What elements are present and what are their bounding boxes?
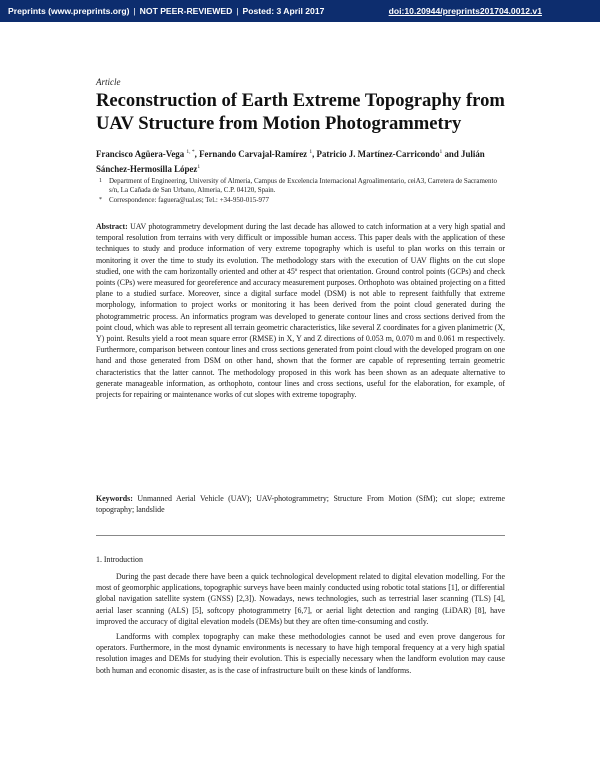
affiliations <box>96 177 504 205</box>
correspondence-mark: * <box>99 196 102 203</box>
author-separator: and <box>442 148 462 159</box>
author-list <box>96 146 500 175</box>
section-heading-introduction: 1. Introduction <box>96 555 143 564</box>
section-divider <box>96 535 505 536</box>
paragraph: During the past decade there have been a quick technological development related to digital elevation modelling. For the most of geomorphic applications, topographic surveys have been mainly conducted using robotic total stations [1], or differential global navigation satellite system (GNSS) [2,3]). Nowadays, news technologies, such as terrestrial laser scanning (TLS) [4], aerial laser scanning (ALS) [5], softcopy photogrammetry [6,7], or aerial light detection and ranging (LiDAR) [8], have improved the accuracy of digital elevation models (DEMs) but they are often time-consuming and costly. <box>96 572 505 626</box>
author-separator: , <box>312 148 317 159</box>
doi-link[interactable]: doi:10.20944/preprints201704.0012.v1 <box>388 6 542 16</box>
abstract-label: Abstract: <box>96 222 128 231</box>
abstract <box>96 221 505 400</box>
keywords <box>96 493 505 515</box>
author-name: Patricio J. Martínez-Carricondo <box>316 148 440 159</box>
author-affiliation-mark: 1 <box>197 163 201 170</box>
affiliation-text: Department of Engineering, University of Almeria, Campus de Excelencia Internacional Agroalimentario, ceiA3, Carretera de Sacramento s/n, La Cañada de San Urbano, Almeria, C.P. 04120, Spain. <box>109 177 497 195</box>
banner-separator: | <box>236 6 239 16</box>
banner-site-link[interactable]: Preprints (www.preprints.org) <box>8 6 130 16</box>
correspondence-item <box>96 196 504 205</box>
banner-left <box>8 6 324 16</box>
keywords-text: Unmanned Aerial Vehicle (UAV); UAV-photogrammetry; Structure From Motion (SfM); cut slope; extreme topography; landslide <box>96 494 505 515</box>
affiliation-item <box>96 177 504 196</box>
author-affiliation-mark: 1 <box>439 149 443 155</box>
author-name: Julián Sánchez-Hermosilla López <box>96 148 485 174</box>
article-type-label: Article <box>96 77 121 87</box>
banner-separator: | <box>133 6 136 16</box>
paper-title: Reconstruction of Earth Extreme Topography from UAV Structure from Motion Photogrammetry <box>96 90 505 134</box>
affiliation-mark: 1 <box>99 178 102 184</box>
paragraph: Landforms with complex topography can make these methodologies cannot be used and even prove dangerous for operators. Furthermore, in the most dynamic environments is necessary to have high temporal frequency at a very high spatial resolution images and DEMs for studying their evolution. This is especially necessary when the landform evolution may cause both human and economic disaster, as is the case of infrastructure built on these kinds of landforms. <box>96 632 505 675</box>
preprint-banner <box>0 0 600 22</box>
abstract-text: UAV photogrammetry development during the last decade has allowed to catch information at a very high spatial and temporal resolution from terrains with very difficult or impossible human access. This paper deals with the application of these techniques to study and produce information of very extreme topography which is useful to plan works on this terrain or monitoring it over the time to study its evolution. The methodology stars with the execution of UAV flights on the cut slope studied, one with the cam horizontally oriented and other at 45º respect that orientation. Ground control points (GCPs) and check points (CPs) were measured for georeference and accuracy measurement purposes. Orthophoto was obtained projecting on a fitted plane to a studied surface. Moreover, since a digital surface model (DSM) is not able to represent faithfully that extreme morphology, information to project works or monitoring it has been derived from the point cloud generated during the photogrammetric process. An informatics program was developed to generate contour lines and cross sections derived from the point cloud, which was able to represent all terrain geometric characteristics, like several Z coordinates for a given planimetric (X, Y) point. Results yield a root mean square error (RMSE) in X, Y and Z directions of 0.053 m, 0.070 m and 0.061 m respectively. Furthermore, comparison between contour lines and cross sections generated from point cloud with the developed program on one hand and those generated from DSM on other hand, shown that the former are capable of representing terrain geometric characteristics that the latter cannot. The methodology proposed in this work has been shown as an adequate alternative to generate manageable information, as orthophoto, contour lines and cross sections, useful for the elaboration, for example, of projects for repairing or maintenance works of cut slopes with extreme topography. <box>96 222 505 400</box>
author-name: Fernando Carvajal-Ramírez <box>199 148 308 159</box>
correspondence-text: Correspondence: faguera@ual.es; Tel.: +34-950-015-977 <box>109 195 270 204</box>
author-separator: , <box>194 148 200 159</box>
banner-posted-date: Posted: 3 April 2017 <box>242 6 325 16</box>
keywords-label: Keywords: <box>96 494 133 503</box>
author-name: Francisco Agüera-Vega <box>96 148 185 159</box>
author-affiliation-mark: 1, * <box>186 149 195 155</box>
banner-status: NOT PEER-REVIEWED <box>139 6 233 16</box>
introduction-body <box>96 571 505 680</box>
author-affiliation-mark: 1 <box>309 149 313 155</box>
